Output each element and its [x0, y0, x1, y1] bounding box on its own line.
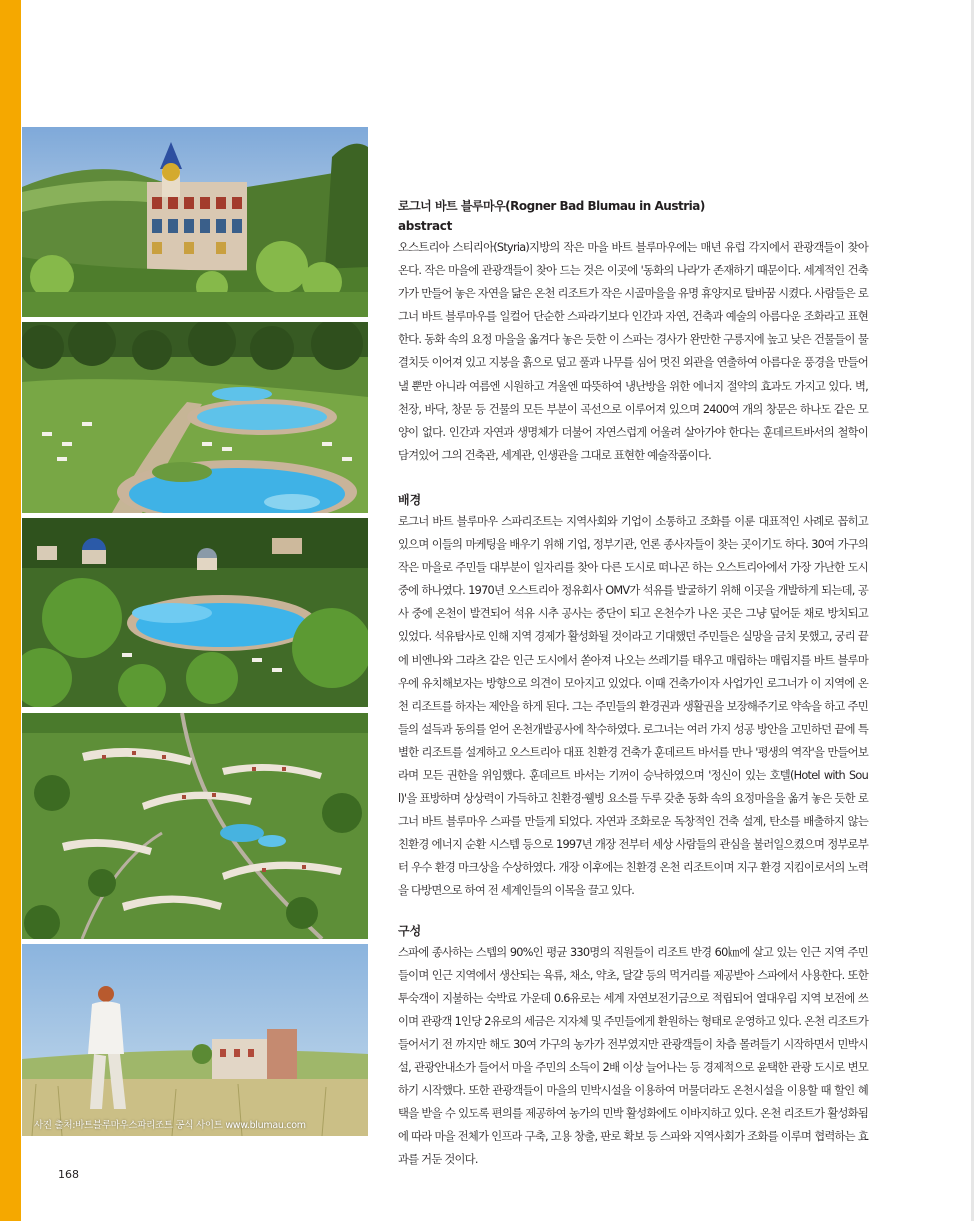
- photo-caption: 사진 출처:바트블루마우스파리조트 공식 사이트 www.blumau.com: [34, 1120, 306, 1131]
- abstract-paragraph: 오스트리아 스티리아(Styria)지방의 작은 마을 바트 블루마우에는 매년 유럽 각지에서 관광객들이 찾아온다. 작은 마을에 관광객들이 찾아 드는 것은 이곳에 '동화의 나라'가 존재하기 때문이다. 세계적인 건축가가 만들어 놓은 자연을 닮은 온천 리조트가 작은 시골마을을 유명 휴양지로 탈바꿈 시켰다. 사람들은 로그너 바트 블루마우를 일컬어 단순한 스파라기보다 인간과 자연, 건축과 예술의 아름다운 조화라고 표현한다. 동화 속의 요정 마을을 옮겨다 놓은 듯한 이 스파는 경사가 완만한 구릉지에 높고 낮은 건물들이 물결치듯 이어져 있고 지붕을 흙으로 덮고 풀과 나무를 심어 멋진 외관을 연출하여 아름다운 풍경을 만들어 낼 뿐만 아니라 여름엔 시원하고 겨울엔 따뜻하여 냉난방을 위한 에너지 절약의 효과도 가지고 있다. 벽, 천장, 바닥, 창문 등 건물의 모든 부분이 곡선으로 이루어져 있으며 2400여 개의 창문은 하나도 같은 모양이 없다. 인간과 자연과 생명체가 더불어 자연스럽게 어울려 살아가야 한다는 훈데르트바서의 철학이 담겨있어 그의 건축관, 세계관, 인생관을 그대로 표현한 예술작품이다.: [398, 241, 868, 462]
- section-heading-background: 배경: [398, 492, 422, 507]
- page-number: 168: [58, 1168, 79, 1181]
- photo-aerial-village: [22, 713, 368, 939]
- article-title: 로그너 바트 블루마우(Rogner Bad Blumau in Austria): [398, 199, 705, 213]
- photo-pools-among-trees: [22, 518, 368, 707]
- section-heading-composition: 구성: [398, 923, 422, 938]
- section-paragraph-composition: 스파에 종사하는 스텝의 90%인 평균 330명의 직원들이 리조트 반경 60㎞에 살고 있는 인근 지역 주민들이며 인근 지역에서 생산되는 육류, 채소, 약초, 달걀 등의 먹거리를 제공받아 스파에서 사용한다. 또한 투숙객이 지불하는 숙박료 가운데 0.6유로는 세계 자연보전기금으로 적립되어 열대우림 지역 보전에 쓰이며 관광객 1인당 2유로의 세금은 지자체 및 주민들에게 환원하는 형태로 운영하고 있다. 온천 리조트가 들어서기 전 까지만 해도 30여 가구의 농가가 전부였지만 관광객들이 차츰 몰려들기 시작하면서 민박시설, 관광안내소가 들어서 마을 주민의 소득이 2배 이상 늘어나는 등 경제적으로 윤택한 관광 도시로 변모하기 시작했다. 또한 관광객들이 마을의 민박시설을 이용하여 머물더라도 온천시설을 이용할 때 할인 혜택을 받을 수 있도록 편의를 제공하여 농가의 민박 활성화에도 이바지하고 있다. 온천 리조트가 활성화됨에 따라 마을 전체가 인프라 구축, 고용 창출, 판로 확보 등 스파와 지역사회가 조화를 이루며 협력하는 효과를 거둔 것이다.: [398, 945, 868, 1167]
- article-text-column: [398, 196, 868, 1171]
- side-color-bar: [0, 0, 21, 1221]
- abstract-label: abstract: [398, 219, 453, 233]
- photo-woman-in-meadow: [22, 944, 368, 1136]
- photo-hilltop-buildings: [22, 127, 368, 317]
- photo-resort-pools: [22, 322, 368, 513]
- section-paragraph-background: 로그너 바트 블루마우 스파리조트는 지역사회와 기업이 소통하고 조화를 이룬 대표적인 사례로 꼽히고 있으며 이들의 마케팅을 배우기 위해 기업, 정부기관, 언론 종사자들이 찾는 곳이기도 하다. 30여 가구의 작은 마을로 주민들 대부분이 일자리를 찾아 다른 도시로 떠나곤 하는 오스트리아에서 가장 가난한 도시 중에 하나였다. 1970년 오스트리아 정유회사 OMV가 석유를 발굴하기 위해 이곳을 개발하게 되는데, 공사 중에 온천이 발견되어 석유 시추 공사는 중단이 되고 온천수가 나온 곳은 그냥 덮어둔 채로 방치되고 있었다. 석유탐사로 인해 지역 경제가 활성화될 것이라고 기대했던 주민들은 실망을 금치 못했고, 궁리 끝에 비엔나와 그라츠 같은 인근 도시에서 쏟아져 나오는 쓰레기를 태우고 매립하는 매립지를 바트 블루마우에 유치해보자는 방향으로 의견이 모아지고 있었다. 이때 건축가이자 사업가인 로그너가 이 지역에 온천 리조트를 하자는 제안을 하게 된다. 그는 주민들의 환경권과 생활권을 보장해주기로 약속을 하고 주민들의 설득과 동의를 얻어 온천개발공사에 착수하였다. 로그너는 여러 가지 성공 방안을 고민하던 끝에 특별한 리조트를 설계하고 오스트리아 대표 친환경 건축가 훈데르트 바서를 만나 '평생의 역작'을 만들어보라며 모든 권한을 위임했다. 훈데르트 바서는 기꺼이 승낙하였으며 '정신이 있는 호텔(Hotel with Soul)'을 표방하며 상상력이 가득하고 친환경·웰빙 요소를 두루 갖춘 동화 속의 요정마을을 옮겨 놓은 듯한 로그너 바트 블루마우 스파를 만들게 되었다. 자연과 조화로운 독창적인 건축 설계, 탄소를 배출하지 않는 친환경 에너지 순환 시스템 등으로 1997년 개장 전부터 세상 사람들의 관심을 불러일으켰으며 정부로부터 우수 환경 마크상을 수상하였다. 개장 이후에는 친환경 온천 리조트이며 지구 환경 지킴이로서의 노력을 다방면으로 하여 전 세계인들의 이목을 끌고 있다.: [398, 514, 868, 898]
